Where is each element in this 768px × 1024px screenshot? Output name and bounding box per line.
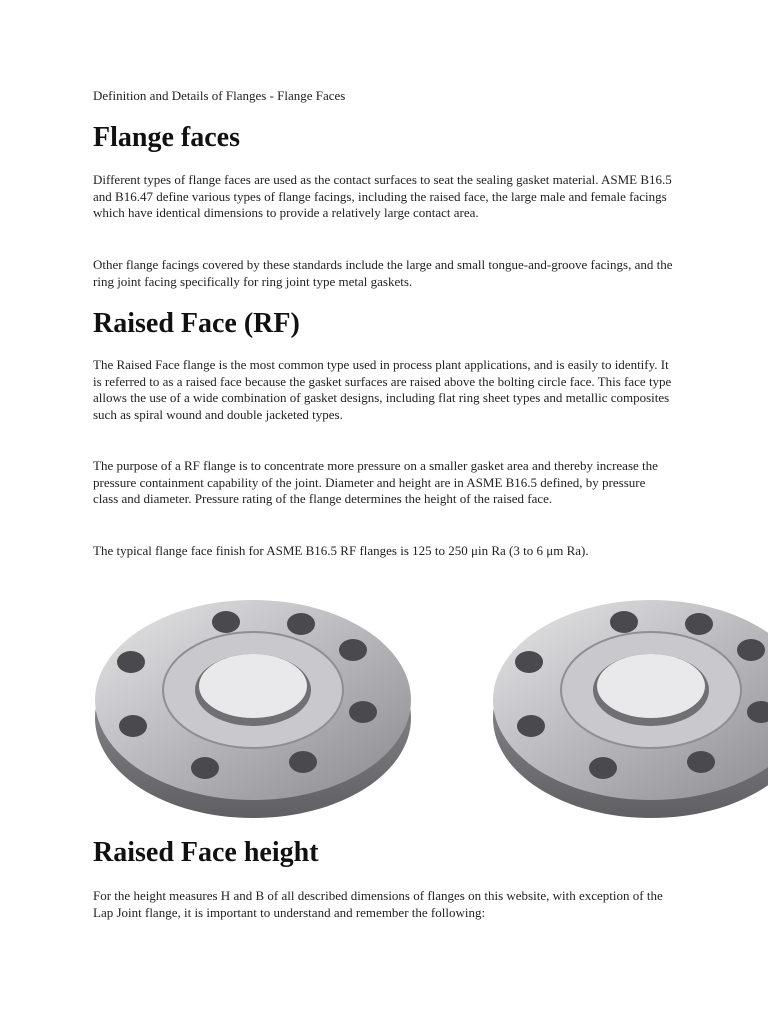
flange-icon <box>93 590 413 820</box>
paragraph-raised-face-2: The purpose of a RF flange is to concentrate more pressure on a smaller gasket area and thereby increase the pressure containment capability of the joint. Diameter and height are in ASME B16.5 defined, by pressure class and diameter. Pressure rating of the flange determines the height of the raised face. <box>93 458 658 507</box>
flange-icon <box>491 590 768 820</box>
paragraph-raised-face-height-1: For the height measures H and B of all described dimensions of flanges on this website, with exception of the Lap Joint flange, it is important to understand and remember the following: <box>93 888 663 920</box>
raised-face-flange-photo-left <box>93 590 413 820</box>
flange-photos <box>93 590 768 820</box>
raised-face-flange-photo-right <box>491 590 768 820</box>
paragraph-raised-face-3: The typical flange face finish for ASME B16.5 RF flanges is 125 to 250 μin Ra (3 to 6 μm Ra). <box>93 543 589 558</box>
paragraph-flange-faces-2: Other flange facings covered by these standards include the large and small tongue-and-groove facings, and the ring joint facing specifically for ring joint type metal gaskets. <box>93 257 673 289</box>
heading-flange-faces: Flange faces <box>93 122 240 153</box>
heading-raised-face: Raised Face (RF) <box>93 308 300 339</box>
heading-raised-face-height: Raised Face height <box>93 837 319 868</box>
document-top-title: Definition and Details of Flanges - Flange Faces <box>93 88 346 103</box>
paragraph-flange-faces-1: Different types of flange faces are used as the contact surfaces to seat the sealing gasket material. ASME B16.5 and B16.47 define various types of flange facings, including the raised face, the large male and female facings which have identical dimensions to provide a relatively large contact area. <box>93 172 672 221</box>
paragraph-raised-face-1: The Raised Face flange is the most common type used in process plant applications, and is easily to identify. It is referred to as a raised face because the gasket surfaces are raised above the bolting circle face. This face type allows the use of a wide combination of gasket designs, including flat ring sheet types and metallic composites such as spiral wound and double jacketed types. <box>93 357 672 422</box>
